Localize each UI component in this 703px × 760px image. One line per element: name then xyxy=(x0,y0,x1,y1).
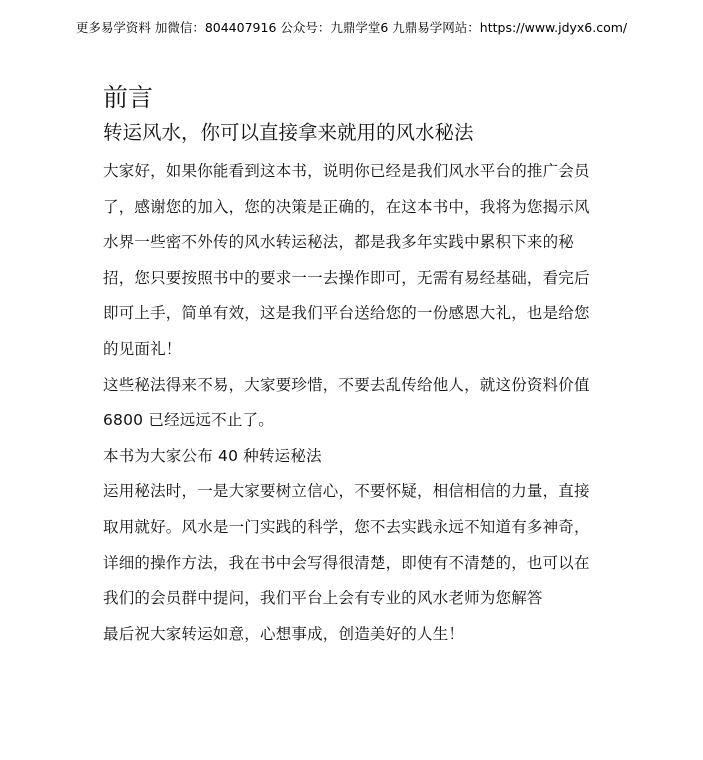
paragraph-usage: 运用秘法时，一是大家要树立信心，不要怀疑，相信相信的力量，直接取用就好。风水是一门实践的科学，您不去实践永远不知道有多神奇，详细的操作方法，我在书中会写得很清楚，即使有不清楚的，也可以在我们的会员群中提问，我们平台上会有专业的风水老师为您解答 xyxy=(103,482,590,608)
paragraph-closing: 最后祝大家转运如意，心想事成，创造美好的人生！ xyxy=(103,624,465,643)
document-subtitle: 转运风水，你可以直接拿来就用的风水秘法 xyxy=(103,121,474,144)
page-header: 更多易学资料 加微信：804407916 公众号：九鼎学堂6 九鼎易学网站：https://www.jdyx6.com/ xyxy=(75,20,628,35)
paragraph-intro: 大家好，如果你能看到这本书，说明你已经是我们风水平台的推广会员了，感谢您的加入，您的决策是正确的，在这本书中，我将为您揭示风水界一些密不外传的风水转运秘法，都是我多年实践中累积下来的秘招，您只要按照书中的要求一一去操作即可，无需有易经基础，看完后即可上手，简单有效，这是我们平台送给您的一份感恩大礼，也是给您的见面礼！ xyxy=(103,162,590,358)
document-body xyxy=(103,80,603,652)
paragraph-count: 本书为大家公布 40 种转运秘法 xyxy=(103,446,322,465)
paragraph-value: 这些秘法得来不易，大家要珍惜，不要去乱传给他人，就这份资料价值 6800 已经远远不止了。 xyxy=(103,375,590,430)
document-title: 前言 xyxy=(103,83,154,112)
